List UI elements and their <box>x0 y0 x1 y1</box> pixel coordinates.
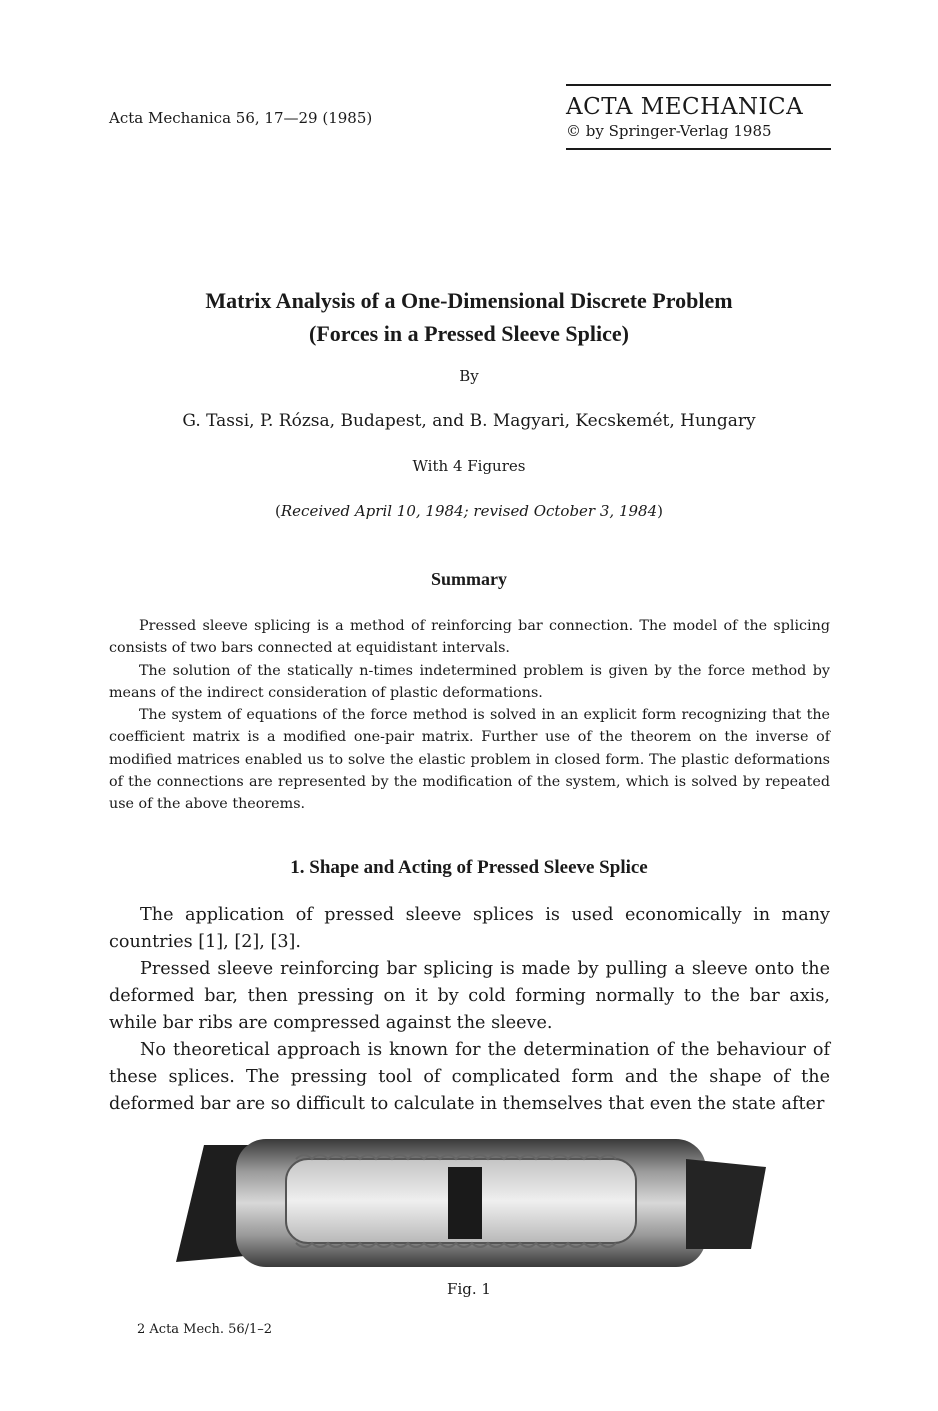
figures-count: With 4 Figures <box>412 457 526 475</box>
received-text: Received April 10, 1984; revised October 3, 1984 <box>280 502 658 520</box>
body-paragraph: Pressed sleeve reinforcing bar splicing is made by pulling a sleeve onto the deformed bar, then pressing on it by cold forming normally to the bar axis, while bar ribs are compressed against the sleeve. <box>109 959 830 1033</box>
section-heading: 1. Shape and Acting of Pressed Sleeve Splice <box>290 857 648 878</box>
page-footer: 2 Acta Mech. 56/1–2 <box>137 1322 273 1337</box>
citation-header: Acta Mechanica 56, 17—29 (1985) <box>109 109 373 127</box>
bottom-rule <box>566 148 831 150</box>
figure-1-photo <box>176 1137 766 1271</box>
received-close-paren: ) <box>657 502 663 520</box>
received-dates <box>109 502 829 520</box>
figure-caption: Fig. 1 <box>447 1280 491 1298</box>
authors-line: G. Tassi, P. Rózsa, Budapest, and B. Magyari, Kecskemét, Hungary <box>182 411 756 431</box>
summary-paragraph: Pressed sleeve splicing is a method of reinforcing bar connection. The model of the splicing consists of two bars connected at equidistant intervals. <box>109 618 830 657</box>
journal-box <box>566 84 831 150</box>
copyright-line: © by Springer-Verlag 1985 <box>566 122 772 140</box>
summary-heading: Summary <box>431 569 507 589</box>
received-open-paren: ( <box>275 502 281 520</box>
bar-gap <box>448 1167 482 1239</box>
paper-title <box>109 284 829 350</box>
body-paragraph: The application of pressed sleeve splices is used economically in many countries [1], [2], [3]. <box>109 905 830 952</box>
by-line: By <box>459 367 479 385</box>
journal-name: ACTA MECHANICA <box>566 94 804 120</box>
summary-paragraph: The system of equations of the force method is solved in an explicit form recognizing that the coefficient matrix is a modified one-pair matrix. Further use of the theorem on the inverse of modified matrices enabled us to solve the elastic problem in closed form. The plastic deformations of the connections are represented by the modification of the system, which is solved by repeated use of the above theorems. <box>109 707 830 813</box>
summary-paragraph: The solution of the statically n-times indetermined problem is given by the force method by means of the indirect consideration of plastic deformations. <box>109 662 830 701</box>
right-bar <box>686 1159 766 1249</box>
top-rule <box>566 84 831 86</box>
summary-text <box>109 615 830 816</box>
title-line-2: (Forces in a Pressed Sleeve Splice) <box>309 321 629 346</box>
title-line-1: Matrix Analysis of a One-Dimensional Discrete Problem <box>205 288 733 313</box>
section-body <box>109 902 830 1118</box>
body-paragraph: No theoretical approach is known for the determination of the behaviour of these splices. The pressing tool of complicated form and the shape of the deformed bar are so difficult to calculate in themselves that even the state after <box>109 1040 830 1114</box>
